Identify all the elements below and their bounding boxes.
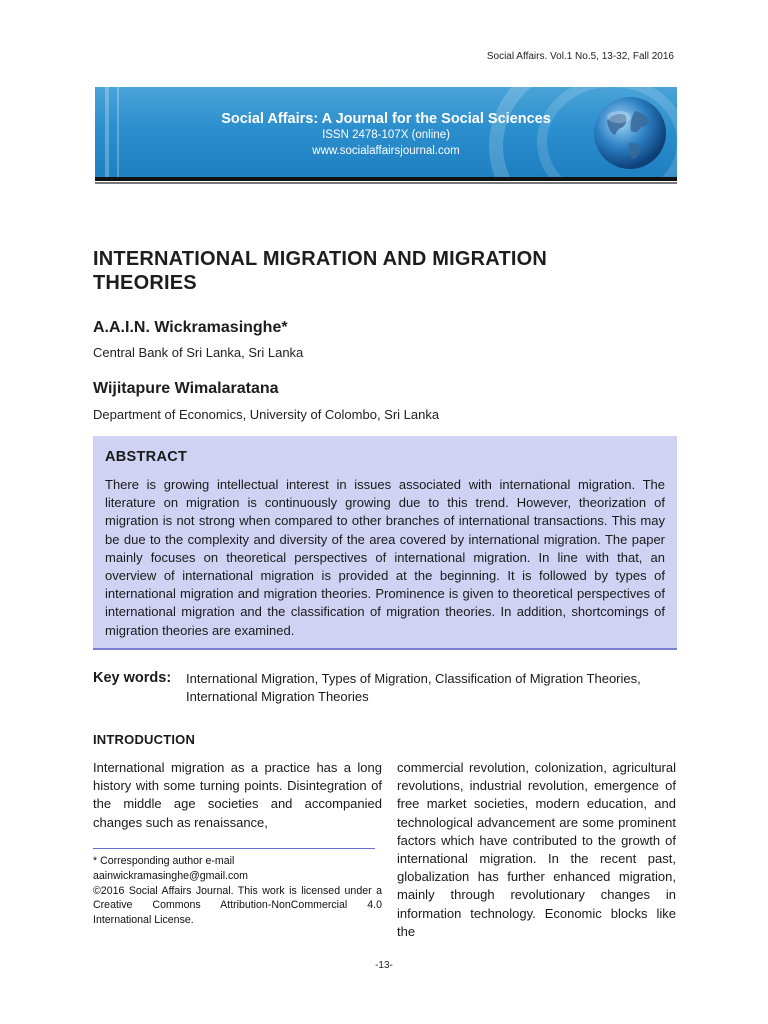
author-name: A.A.I.N. Wickramasinghe*	[93, 319, 288, 336]
author-affiliation: Central Bank of Sri Lanka, Sri Lanka	[93, 345, 304, 360]
journal-issn: ISSN 2478-107X (online)	[322, 129, 450, 141]
section-heading-introduction: INTRODUCTION	[93, 732, 196, 747]
keywords-label: Key words:	[93, 670, 172, 686]
body-text-right-column: commercial revolution, colonization, agricultural revolutions, industrial revolution, emergence of free market societies, modern education, and technological advancement are some prominent factors which have contributed to the growth of international migration. In the recent past, globalization has further enhanced migration, mainly through revolutionary changes in information technology. Economic blocks like the	[397, 760, 676, 939]
banner-text	[95, 111, 677, 159]
author-name: Wijitapure Wimalaratana	[93, 380, 279, 397]
journal-banner	[95, 87, 677, 177]
abstract-box	[93, 436, 677, 650]
journal-website-link[interactable]: www.socialaffairsjournal.com	[312, 145, 460, 157]
footnote-license: ©2016 Social Affairs Journal. This work is licensed under a Creative Commons Attribution-NonCommercial 4.0 International License.	[93, 884, 382, 927]
abstract-heading: ABSTRACT	[105, 449, 188, 465]
footnote-corresponding: * Corresponding author e-mail	[93, 855, 235, 867]
footnote-rule	[93, 848, 375, 849]
banner-rule	[95, 177, 677, 181]
banner-rule-thin	[95, 182, 677, 184]
abstract-text: There is growing intellectual interest in issues associated with international migration. The literature on migration is continuously growing due to this trend. However, theorization of migration is not strong when compared to other branches of international transactions. This may be due to the complexity and diversity of the area covered by international migration. The paper mainly focuses on theoretical perspectives of international migration. In line with that, an overview of international migration is provided at the beginning. It is followed by types of international migration and migration theories. Prominence is given to theoretical perspectives of international migration and the classification of migration theories. In addition, shortcomings of migration theories are examined.	[105, 477, 665, 638]
page-number: -13-	[375, 960, 393, 971]
article-title: INTERNATIONAL MIGRATION AND MIGRATION THEORIES	[93, 248, 548, 294]
footnote	[93, 854, 382, 928]
keywords-text: International Migration, Types of Migration, Classification of Migration Theories, International Migration Theories	[186, 671, 641, 704]
body-text-left-column: International migration as a practice has a long history with some turning points. Disintegration of the middle age societies and accompanied changes such as renaissance,	[93, 760, 382, 830]
author-affiliation: Department of Economics, University of Colombo, Sri Lanka	[93, 407, 440, 422]
running-header-citation: Social Affairs. Vol.1 No.5, 13-32, Fall 2016	[486, 51, 674, 62]
journal-title: Social Affairs: A Journal for the Social Sciences	[221, 111, 551, 127]
footnote-email-link[interactable]: aainwickramasinghe@gmail.com	[93, 869, 249, 882]
